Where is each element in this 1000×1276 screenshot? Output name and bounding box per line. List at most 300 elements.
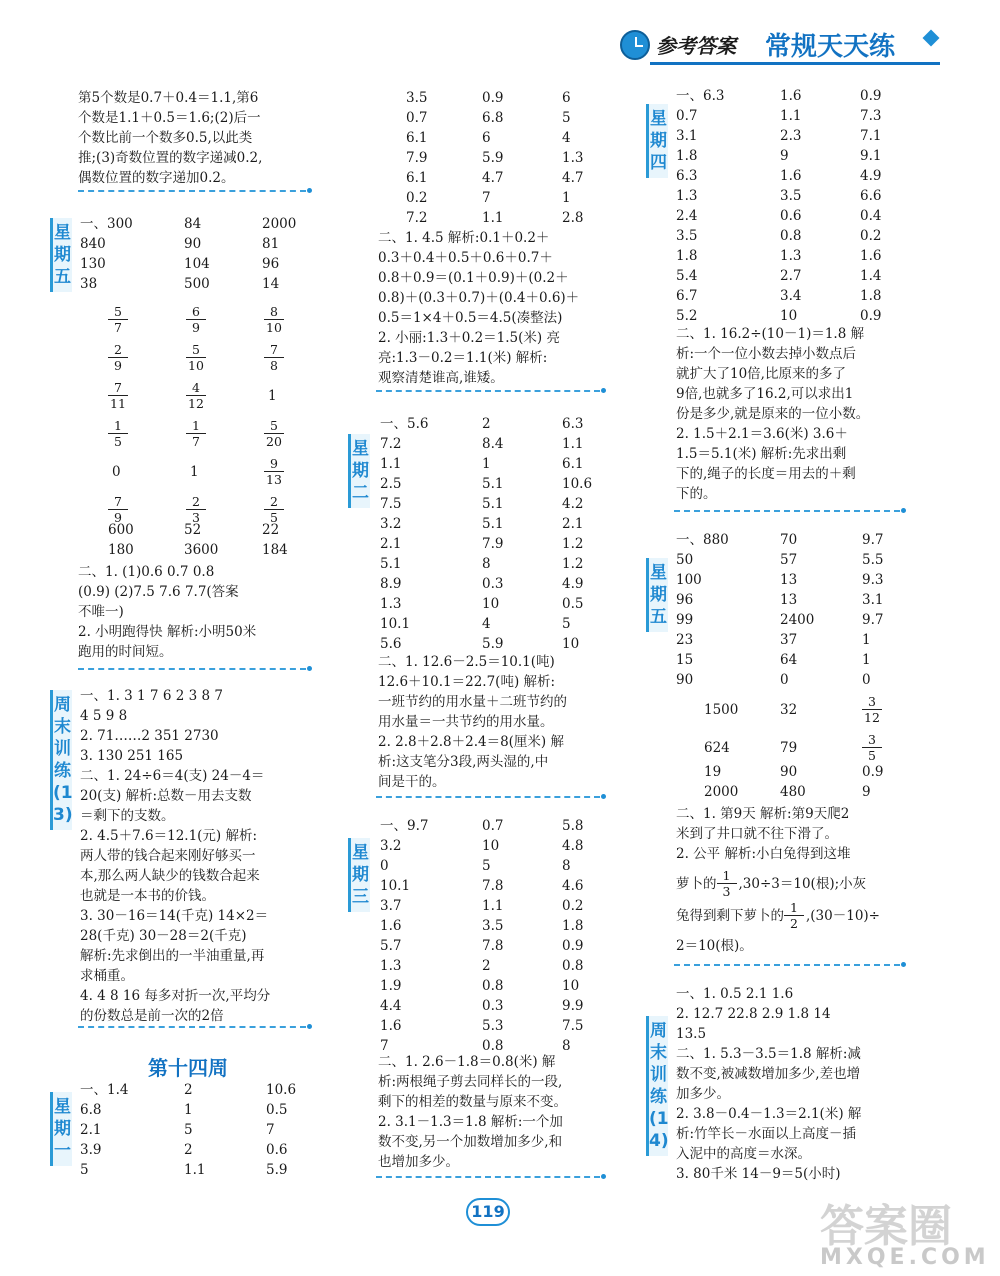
text-line: 2. 4.5＋7.6＝12.1(元) 解析: xyxy=(80,828,258,844)
section-divider xyxy=(674,510,900,512)
text-line: 本,那么两人缺少的钱数合起来 xyxy=(80,868,260,884)
text-line: 1.5＝5.1(米) 解析:先求出剩 xyxy=(676,446,847,462)
text-line: 一班节约的用水量＋二班节约的 xyxy=(378,694,567,710)
table-cell: 0.6 xyxy=(266,1142,288,1158)
table-cell: 7.2 xyxy=(380,436,402,452)
table-cell: 3.4 xyxy=(780,288,802,304)
table-cell: 1.6 xyxy=(860,248,882,264)
fraction xyxy=(717,868,737,899)
table-cell: 4.8 xyxy=(562,838,584,854)
table-cell: 6.1 xyxy=(406,130,428,146)
table-cell: 6.3 xyxy=(562,416,584,432)
table-cell: 1.2 xyxy=(562,536,584,552)
table-cell: 10 xyxy=(482,596,500,612)
table-cell: 10.1 xyxy=(380,616,411,632)
table-cell: 5.9 xyxy=(482,636,504,652)
table-cell: 4.9 xyxy=(860,168,882,184)
text-line: 二、1. 5.3－3.5＝1.8 解析:减 xyxy=(676,1046,861,1062)
table-cell: 5.1 xyxy=(482,476,504,492)
table-cell: 1.3 xyxy=(676,188,698,204)
table-cell: 1.3 xyxy=(380,596,402,612)
day-tab-label: 星期五 xyxy=(54,223,71,287)
table-cell: 1 xyxy=(862,632,871,648)
table-cell: 1.8 xyxy=(562,918,584,934)
fraction xyxy=(862,694,882,725)
table-cell: 7 xyxy=(266,1122,275,1138)
table-cell: 3.2 xyxy=(380,838,402,854)
text-line: 二、1. 2.6－1.8＝0.8(米) 解 xyxy=(378,1054,556,1070)
table-cell: 2 xyxy=(184,1082,193,1098)
fraction-denominator: 5 xyxy=(270,510,278,525)
table-cell: 5.4 xyxy=(676,268,698,284)
fraction-numerator: 1 xyxy=(784,900,804,916)
table-cell: 1.6 xyxy=(380,1018,402,1034)
table-cell: 3.5 xyxy=(780,188,802,204)
day-tab xyxy=(348,434,370,508)
table-cell: 600 xyxy=(108,522,134,538)
table-cell: 9.7 xyxy=(862,612,884,628)
text-line: 28(千克) 30－28＝2(千克) xyxy=(80,928,247,944)
day-tab-label: 周末训练(13) xyxy=(53,695,73,825)
fraction-denominator: 7 xyxy=(114,320,122,335)
text-line: 2. 71……2 351 2730 xyxy=(80,728,219,744)
table-cell: 3600 xyxy=(184,542,219,558)
table-cell: 0.2 xyxy=(562,898,584,914)
text-line: 间是干的。 xyxy=(378,774,446,790)
text-line: 个数比前一个数多0.5,以此类 xyxy=(78,130,253,146)
table-cell: 1.6 xyxy=(780,88,802,104)
fraction xyxy=(108,304,128,335)
table-cell: 0.3 xyxy=(482,576,504,592)
table-cell: 5 xyxy=(482,858,491,874)
table-cell: 1 xyxy=(268,388,277,404)
day-tab xyxy=(50,1092,72,1166)
table-cell: 3.1 xyxy=(676,128,698,144)
table-cell: 10.1 xyxy=(380,878,411,894)
table-cell: 64 xyxy=(780,652,798,668)
text-line: 入泥中的高度＝水深。 xyxy=(676,1146,811,1162)
text-line: 数不变,被减数增加多少,差也增 xyxy=(676,1066,861,1082)
table-cell: 1 xyxy=(482,456,491,472)
table-cell: 0.7 xyxy=(406,110,428,126)
clock-icon xyxy=(620,30,650,60)
table-cell: 7.9 xyxy=(482,536,504,552)
fraction-numerator: 4 xyxy=(186,380,206,396)
table-cell: 38 xyxy=(80,276,98,292)
text-line: 个数是1.1＋0.5＝1.6;(2)后一 xyxy=(78,110,261,126)
table-cell: 0.5 xyxy=(562,596,584,612)
fraction xyxy=(108,380,128,411)
table-cell: 0 xyxy=(380,858,389,874)
table-cell: 3.5 xyxy=(406,90,428,106)
text-line: 二、1. 4.5 解析:0.1＋0.2＋ xyxy=(378,230,550,246)
table-cell: 1.8 xyxy=(676,148,698,164)
text-line: 推;(3)奇数位置的数字递减0.2, xyxy=(78,150,263,166)
fraction-numerator: 6 xyxy=(186,304,206,320)
table-cell: 13 xyxy=(780,572,798,588)
text-line: 下的。 xyxy=(676,486,717,502)
table-cell: 2.1 xyxy=(80,1122,102,1138)
table-cell: 6.6 xyxy=(860,188,882,204)
table-cell: 5.1 xyxy=(482,496,504,512)
table-cell: 2.1 xyxy=(562,516,584,532)
text-line: 析:这支笔分3段,两头湿的,中 xyxy=(378,754,549,770)
fraction xyxy=(264,304,284,335)
fraction-numerator: 5 xyxy=(264,418,284,434)
text-line: 2. 12.7 22.8 2.9 1.8 14 xyxy=(676,1006,831,1022)
text-line: 3. 80千米 14－9＝5(小时) xyxy=(676,1166,841,1182)
table-cell: 500 xyxy=(184,276,210,292)
table-cell: 1.8 xyxy=(676,248,698,264)
text-line: 萝卜的 xyxy=(676,876,717,892)
table-cell: 6.8 xyxy=(482,110,504,126)
table-cell: 1 xyxy=(562,190,571,206)
table-cell: 70 xyxy=(780,532,798,548)
table-cell: 5.9 xyxy=(482,150,504,166)
table-cell: 7.8 xyxy=(482,878,504,894)
table-cell: 10.6 xyxy=(266,1082,297,1098)
watermark-url: MXQE.COM xyxy=(820,1245,990,1270)
table-cell: 一、1.4 xyxy=(80,1082,129,1098)
table-cell: 7.2 xyxy=(406,210,428,226)
text-line: 一、1. 0.5 2.1 1.6 xyxy=(676,986,794,1002)
table-cell: 9 xyxy=(780,148,789,164)
week-title: 第十四周 xyxy=(148,1056,228,1080)
day-tab-label: 星期三 xyxy=(352,843,369,907)
table-cell: 5 xyxy=(184,1122,193,1138)
table-cell: 5 xyxy=(562,616,571,632)
fraction-denominator: 3 xyxy=(192,510,200,525)
text-line: 4 5 9 8 xyxy=(80,708,128,724)
table-cell: 1.3 xyxy=(562,150,584,166)
table-cell: 6.3 xyxy=(676,168,698,184)
text-line: 2. 公平 解析:小白兔得到这堆 xyxy=(676,846,851,862)
section-divider xyxy=(674,964,900,966)
table-cell: 0 xyxy=(862,672,871,688)
table-cell: 6.8 xyxy=(80,1102,102,1118)
watermark-logo: 答案圈 xyxy=(820,1201,952,1252)
fraction-denominator: 10 xyxy=(188,358,204,373)
day-tab-label: 周末训练(14) xyxy=(649,1021,669,1151)
fraction-denominator: 7 xyxy=(192,434,200,449)
header-book-title: 常规天天练 xyxy=(765,32,896,62)
fraction-numerator: 2 xyxy=(264,494,284,510)
table-cell: 57 xyxy=(780,552,798,568)
table-cell: 2.4 xyxy=(676,208,698,224)
text-line: 3. 130 251 165 xyxy=(80,748,184,764)
day-tab xyxy=(348,838,370,912)
table-cell: 4 xyxy=(482,616,491,632)
text-line: 2. 2.8＋2.8＋2.4＝8(厘米) 解 xyxy=(378,734,564,750)
fraction-denominator: 5 xyxy=(868,748,876,763)
page-number: 119 xyxy=(466,1198,510,1226)
table-cell: 6.1 xyxy=(562,456,584,472)
text-line: 20(支) 解析:总数－用去支数 xyxy=(80,788,252,804)
table-cell: 0 xyxy=(780,672,789,688)
fraction xyxy=(784,900,804,931)
fraction-denominator: 9 xyxy=(192,320,200,335)
table-cell: 3.5 xyxy=(482,918,504,934)
text-line: 数不变,另一个加数增加多少,和 xyxy=(378,1134,563,1150)
text-line: 两人带的钱合起来刚好够买一 xyxy=(80,848,256,864)
table-cell: 1.6 xyxy=(380,918,402,934)
fraction-denominator: 9 xyxy=(114,510,122,525)
table-cell: 7 xyxy=(380,1038,389,1054)
table-cell: 32 xyxy=(780,702,798,718)
table-cell: 8.4 xyxy=(482,436,504,452)
table-cell: 1.1 xyxy=(780,108,802,124)
table-cell: 2400 xyxy=(780,612,815,628)
table-cell: 0.9 xyxy=(562,938,584,954)
table-cell: 5.2 xyxy=(676,308,698,324)
table-cell: 1.3 xyxy=(780,248,802,264)
text-line: 用水量＝一共节约的用水量。 xyxy=(378,714,554,730)
table-cell: 8.9 xyxy=(380,576,402,592)
table-cell: 7 xyxy=(482,190,491,206)
text-line: 份是多少,就是原来的一位小数。 xyxy=(676,406,870,422)
table-cell: 184 xyxy=(262,542,288,558)
text-line: 析:竹竿长－水面以上高度－插 xyxy=(676,1126,857,1142)
table-cell: 5.6 xyxy=(380,636,402,652)
table-cell: 7.5 xyxy=(380,496,402,512)
table-cell: 0.9 xyxy=(860,88,882,104)
text-line: 13.5 xyxy=(676,1026,707,1042)
day-tab xyxy=(646,558,668,632)
table-cell: 0.2 xyxy=(860,228,882,244)
table-cell: 1.2 xyxy=(562,556,584,572)
table-cell: 2.3 xyxy=(780,128,802,144)
diamond-icon xyxy=(923,30,940,47)
table-cell: 0.9 xyxy=(862,764,884,780)
table-cell: 8 xyxy=(482,556,491,572)
text-line: 2. 小丽:1.3＋0.2＝1.5(米) 亮 xyxy=(378,330,560,346)
text-line: 的份数总是前一次的2倍 xyxy=(80,1008,224,1024)
table-cell: 8 xyxy=(562,1038,571,1054)
text-line: 加多少。 xyxy=(676,1086,730,1102)
table-cell: 1 xyxy=(190,464,199,480)
fraction xyxy=(108,342,128,373)
table-cell: 0.2 xyxy=(406,190,428,206)
table-cell: 1.1 xyxy=(380,456,402,472)
fraction xyxy=(264,418,284,449)
table-cell: 4.7 xyxy=(562,170,584,186)
day-tab-label: 星期四 xyxy=(650,109,667,173)
table-cell: 81 xyxy=(262,236,280,252)
text-line: ,(30－10)÷ xyxy=(806,908,880,924)
table-cell: 2000 xyxy=(262,216,297,232)
text-line: 3. 30－16＝14(千克) 14×2＝ xyxy=(80,908,269,924)
fraction-denominator: 12 xyxy=(188,396,204,411)
section-divider xyxy=(78,1026,306,1028)
table-cell: 一、300 xyxy=(80,216,133,232)
table-cell: 1 xyxy=(184,1102,193,1118)
fraction-denominator: 5 xyxy=(114,434,122,449)
table-cell: 13 xyxy=(780,592,798,608)
section-divider xyxy=(376,796,600,798)
table-cell: 1.4 xyxy=(860,268,882,284)
fraction-numerator: 1 xyxy=(108,418,128,434)
section-divider xyxy=(376,390,600,392)
text-line: 亮:1.3－0.2＝1.1(米) 解析: xyxy=(378,350,548,366)
table-cell: 一、5.6 xyxy=(380,416,429,432)
text-line: 二、1. 第9天 解析:第9天爬2 xyxy=(676,806,850,822)
fraction-numerator: 9 xyxy=(264,456,284,472)
fraction-numerator: 7 xyxy=(108,380,128,396)
table-cell: 3.1 xyxy=(862,592,884,608)
table-cell: 5.9 xyxy=(266,1162,288,1178)
day-tab-label: 星期一 xyxy=(54,1097,71,1161)
table-cell: 6 xyxy=(562,90,571,106)
text-line: 不唯一) xyxy=(78,604,124,620)
fraction-denominator: 3 xyxy=(722,884,731,899)
table-cell: 2.8 xyxy=(562,210,584,226)
table-cell: 9.1 xyxy=(860,148,882,164)
fraction xyxy=(186,418,206,449)
fraction-denominator: 20 xyxy=(266,434,282,449)
table-cell: 10 xyxy=(562,978,580,994)
text-line: 0.5＝1×4＋0.5＝4.5(凑整法) xyxy=(378,310,563,326)
text-line: 下的,绳子的长度＝用去的＋剩 xyxy=(676,466,856,482)
table-cell: 一、880 xyxy=(676,532,729,548)
text-line: 也就是一本书的价钱。 xyxy=(80,888,215,904)
table-cell: 7.3 xyxy=(860,108,882,124)
table-cell: 3.5 xyxy=(676,228,698,244)
table-cell: 4.4 xyxy=(380,998,402,1014)
text-line: 析:两根绳子剪去同样长的一段, xyxy=(378,1074,563,1090)
fraction-numerator: 5 xyxy=(186,342,206,358)
table-cell: 0.6 xyxy=(780,208,802,224)
table-cell: 19 xyxy=(704,764,722,780)
table-cell: 624 xyxy=(704,740,730,756)
table-cell: 10.6 xyxy=(562,476,593,492)
table-cell: 4.2 xyxy=(562,496,584,512)
table-cell: 50 xyxy=(676,552,694,568)
fraction-denominator: 10 xyxy=(266,320,282,335)
text-line: 2. 1.5＋2.1＝3.6(米) 3.6＋ xyxy=(676,426,848,442)
fraction xyxy=(186,304,206,335)
text-line: 2. 小明跑得快 解析:小明50米 xyxy=(78,624,257,640)
fraction-numerator: 3 xyxy=(862,694,882,710)
table-cell: 6 xyxy=(482,130,491,146)
text-line: (0.9) (2)7.5 7.6 7.7(答案 xyxy=(78,584,239,600)
table-cell: 130 xyxy=(80,256,106,272)
table-cell: 1.6 xyxy=(780,168,802,184)
text-line: 解析:先求倒出的一半油重量,再 xyxy=(80,948,265,964)
table-cell: 0.7 xyxy=(482,818,504,834)
table-cell: 1.3 xyxy=(380,958,402,974)
table-cell: 79 xyxy=(780,740,798,756)
table-cell: 1.1 xyxy=(482,898,504,914)
text-line: 析:一个一位小数去掉小数点后 xyxy=(676,346,857,362)
text-line: 二、1. 24÷6＝4(支) 24－4＝ xyxy=(80,768,265,784)
table-cell: 0.8 xyxy=(562,958,584,974)
text-line: 跑用的时间短。 xyxy=(78,644,173,660)
fraction xyxy=(862,732,882,763)
table-cell: 0.3 xyxy=(482,998,504,1014)
table-cell: 480 xyxy=(780,784,806,800)
text-line: 0.3＋0.4＋0.5＋0.6＋0.7＋ xyxy=(378,250,553,266)
table-cell: 1500 xyxy=(704,702,739,718)
table-cell: 1.1 xyxy=(482,210,504,226)
table-cell: 2000 xyxy=(704,784,739,800)
day-tab xyxy=(50,690,72,830)
table-cell: 7.1 xyxy=(860,128,882,144)
table-cell: 5 xyxy=(80,1162,89,1178)
fraction-numerator: 3 xyxy=(862,732,882,748)
text-line: 2. 3.1－1.3＝1.8 解析:一个加 xyxy=(378,1114,563,1130)
text-line: 一、1. 3 1 7 6 2 3 8 7 xyxy=(80,688,223,704)
table-cell: 3.7 xyxy=(380,898,402,914)
table-cell: 15 xyxy=(676,652,694,668)
fraction-denominator: 8 xyxy=(270,358,278,373)
table-cell: 1.9 xyxy=(380,978,402,994)
fraction-denominator: 2 xyxy=(790,916,798,931)
text-line: 0.8)＋(0.3＋0.7)＋(0.4＋0.6)＋ xyxy=(378,290,580,306)
table-cell: 8 xyxy=(562,858,571,874)
table-cell: 52 xyxy=(184,522,202,538)
table-cell: 3.9 xyxy=(80,1142,102,1158)
table-cell: 3.2 xyxy=(380,516,402,532)
text-line: 米到了井口就不往下滑了。 xyxy=(676,826,838,842)
table-cell: 37 xyxy=(780,632,798,648)
table-cell: 5.3 xyxy=(482,1018,504,1034)
table-cell: 5 xyxy=(562,110,571,126)
day-tab xyxy=(50,218,72,292)
table-cell: 90 xyxy=(184,236,202,252)
fraction xyxy=(264,456,284,487)
table-cell: 6.1 xyxy=(406,170,428,186)
table-cell: 4 xyxy=(562,130,571,146)
table-cell: 90 xyxy=(676,672,694,688)
fraction-numerator: 1 xyxy=(186,418,206,434)
table-cell: 1.1 xyxy=(562,436,584,452)
table-cell: 0.4 xyxy=(860,208,882,224)
table-cell: 100 xyxy=(676,572,702,588)
table-cell: 0.9 xyxy=(860,308,882,324)
table-cell: 4.6 xyxy=(562,878,584,894)
day-tab xyxy=(646,1016,668,1156)
day-tab-label: 星期二 xyxy=(352,439,369,503)
text-line: 偶数位置的数字递加0.2。 xyxy=(78,170,235,186)
table-cell: 840 xyxy=(80,236,106,252)
fraction-numerator: 7 xyxy=(108,494,128,510)
table-cell: 9 xyxy=(862,784,871,800)
table-cell: 5.5 xyxy=(862,552,884,568)
fraction-denominator: 11 xyxy=(110,396,126,411)
table-cell: 9.9 xyxy=(562,998,584,1014)
fraction-numerator: 1 xyxy=(717,868,737,884)
text-line: 二、1. (1)0.6 0.7 0.8 xyxy=(78,564,215,580)
table-cell: 23 xyxy=(676,632,694,648)
text-line: ,30÷3＝10(根);小灰 xyxy=(738,876,867,892)
table-cell: 0.7 xyxy=(676,108,698,124)
fraction-numerator: 8 xyxy=(264,304,284,320)
table-cell: 22 xyxy=(262,522,280,538)
text-line: 兔得到剩下萝卜的 xyxy=(676,908,784,924)
day-tab xyxy=(646,104,668,178)
text-line: 2. 3.8－0.4－1.3＝2.1(米) 解 xyxy=(676,1106,862,1122)
table-cell: 1.8 xyxy=(860,288,882,304)
fraction xyxy=(264,342,284,373)
table-cell: 0.8 xyxy=(482,978,504,994)
text-line: 第5个数是0.7＋0.4＝1.1,第6 xyxy=(78,90,259,106)
section-divider xyxy=(376,1176,600,1178)
table-cell: 5.8 xyxy=(562,818,584,834)
table-cell: 0.5 xyxy=(266,1102,288,1118)
text-line: ＝剩下的支数。 xyxy=(80,808,175,824)
table-cell: 1 xyxy=(862,652,871,668)
table-cell: 2 xyxy=(184,1142,193,1158)
